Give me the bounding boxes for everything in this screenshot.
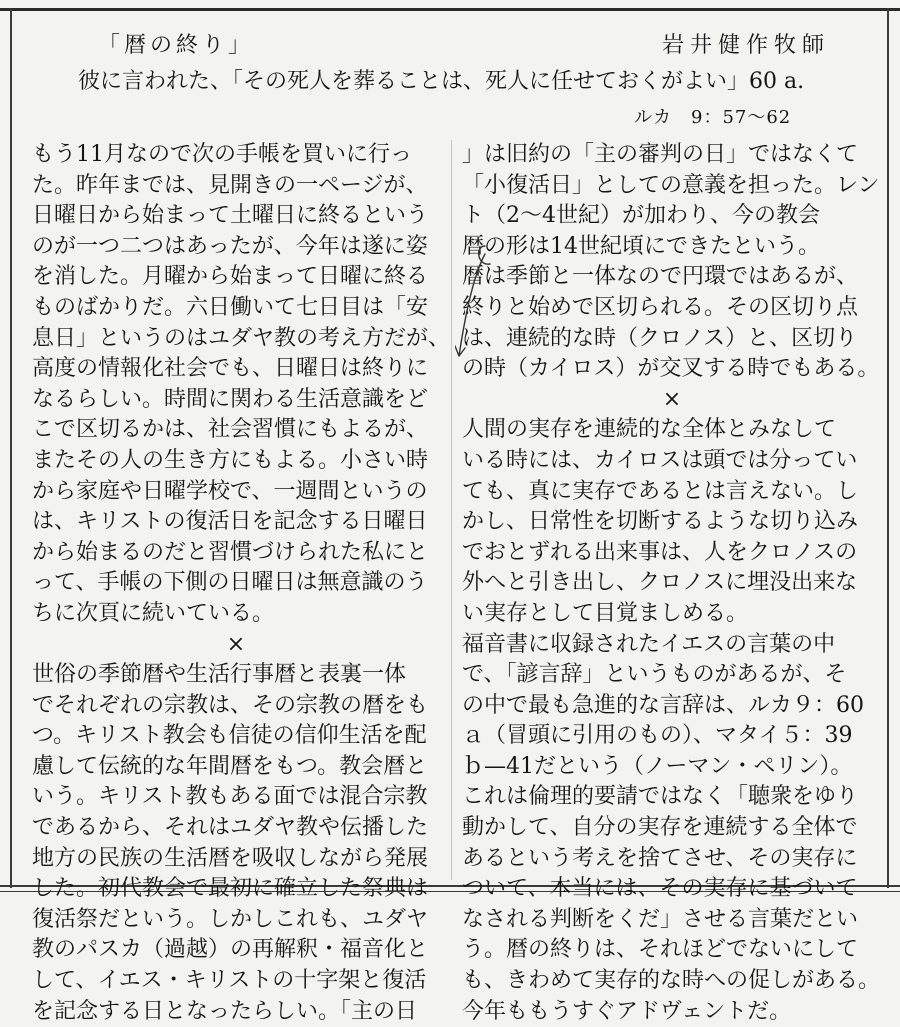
right-column-line: あるという考えを捨てさせ、その実存に — [462, 845, 858, 871]
left-column-line: こで区切るかは、社会習慣にもよるが、 — [32, 417, 429, 443]
left-column-line: つ。キリスト教会も信徒の信仰生活を配 — [32, 723, 427, 749]
right-rule — [887, 8, 889, 888]
left-column-line: 日曜日から始まって土曜日に終るという — [32, 203, 429, 229]
right-column-line: これは倫理的要請ではなく「聴衆をゆり — [462, 784, 859, 810]
left-rule — [10, 8, 12, 888]
left-column-line: 復活祭だという。しかしこれも、ユダヤ — [32, 906, 429, 932]
left-column-line: た。昨年までは、見開きの一ページが、 — [32, 172, 428, 198]
left-column — [32, 140, 451, 1027]
right-column-line: 今年ももうすぐアドヴェントだ。 — [462, 998, 792, 1024]
right-column-line: ａ（冒頭に引用のもの）、マタイ５：39 — [462, 723, 853, 749]
right-column-line: の中で最も急進的な言辞は、ルカ９：60 — [462, 692, 864, 718]
left-column-line: から家庭や日曜学校で、一週間というの — [32, 478, 428, 504]
right-column-line: で、「諺言辞」というものがあるが、そ — [462, 662, 847, 688]
right-column-line: い実存として目覚ましめる。 — [462, 600, 749, 626]
right-column-line: いる時には、カイロスは頭では分ってい — [462, 447, 858, 473]
left-column-line: 高度の情報化社会でも、日曜日は終りに — [32, 356, 429, 382]
right-column-line: ついて、本当には、その実存に基づいて — [462, 876, 858, 902]
right-column-line: う。暦の終りは、それほどでないにして — [462, 937, 859, 963]
left-column-line: 地方の民族の生活暦を吸収しながら発展 — [32, 845, 429, 871]
right-column-line: 動かして、自分の実存を連続する全体で — [462, 815, 858, 841]
article-title: 「暦の終り」 — [98, 33, 255, 58]
left-column-line: から始まるのだと習慣づけられた私にと — [32, 539, 429, 565]
right-column-line: 暦は季節と一体なので円環ではあるが、 — [462, 264, 859, 290]
left-column-line: ものばかりだ。六日働いて七日目は「安 — [32, 294, 429, 320]
right-column-line: 終りと始めで区切られる。その区切り点 — [462, 294, 859, 320]
left-column-line: 世俗の季節暦や生活行事暦と表裏一体 — [32, 662, 407, 688]
left-column-line: でそれぞれの宗教は、その宗教の暦をも — [32, 692, 429, 718]
left-column-line: って、手帳の下側の日曜日は無意識のう — [32, 570, 428, 596]
left-column-line: のが一つ二つはあったが、今年は遂に姿 — [32, 233, 428, 259]
right-column-line: かし、日常性を切断するような切り込み — [462, 509, 859, 535]
right-column-line: でおとずれる出来事は、人をクロノスの — [462, 539, 858, 565]
left-column-line: 息日」というのはユダヤ教の考え方だが、 — [32, 325, 451, 351]
left-column-line: を記念する日となったらしい。「主の日 — [32, 998, 418, 1024]
left-column-line: した。初代教会で最初に確立した祭典は — [32, 876, 429, 902]
left-column-line: 慮して伝統的な年間暦をもつ。教会暦と — [32, 753, 428, 779]
right-column-line: 外へと引き出し、クロノスに埋没出来な — [462, 570, 858, 596]
right-column-line: は、連続的な時（クロノス）と、区切り — [462, 325, 858, 351]
left-column-line: 教のパスカ（過越）の再解釈・福音化と — [32, 937, 429, 963]
article-author: 岩井健作牧師 — [662, 33, 831, 58]
left-column-line: なるらしい。時間に関わる生活意識をど — [32, 386, 429, 412]
left-column-line: いう。キリスト教もある面では混合宗教 — [32, 784, 428, 810]
right-column-line: × — [662, 386, 682, 412]
left-column-line: またその人の生き方にもよる。小さい時 — [32, 447, 429, 473]
right-column-line: ｂ—41だという（ノーマン・ペリン）。 — [462, 753, 853, 779]
handwritten-pen-mark — [455, 236, 525, 366]
top-rule — [0, 8, 900, 11]
column-divider — [451, 140, 452, 880]
right-column-line: ト（2〜4世紀）が加わり、今の教会 — [462, 203, 820, 229]
left-column-line: は、キリストの復活日を記念する日曜日 — [32, 509, 428, 535]
right-column-line: ても、真に実存であるとは言えない。し — [462, 478, 859, 504]
epigraph-reference: ルカ 9：57〜62 — [634, 107, 792, 128]
left-column-line: ちに次頁に続いている。 — [32, 600, 275, 626]
right-column-line: の時（カイロス）が交叉する時でもある。 — [462, 356, 880, 382]
right-column — [462, 140, 882, 1027]
left-column-line: であるから、それはユダヤ教や伝播した — [32, 815, 429, 841]
right-column-line: 人間の実存を連続的な全体とみなして — [462, 417, 837, 443]
left-column-line: × — [226, 631, 246, 657]
right-column-line: 「小復活日」としての意義を担った。レン — [462, 172, 880, 198]
left-column-line: して、イエス・キリストの十字架と復活 — [32, 968, 427, 994]
epigraph-quote: 彼に言われた、「その死人を葬ることは、死人に任せておくがよい」60 a. — [78, 69, 805, 94]
right-column-line: 福音書に収録されたイエスの言葉の中 — [462, 631, 836, 657]
left-column-line: もう11月なので次の手帳を買いに行っ — [32, 142, 412, 167]
right-column-line: も、きわめて実存的な時への促しがある。 — [462, 968, 881, 994]
right-column-line: 暦の形は14世紀頃にできたという。 — [462, 233, 820, 259]
right-column-line: なされる判断をくだ」させる言葉だとい — [462, 906, 859, 932]
right-column-line: 」は旧約の「主の審判の日」ではなくて — [462, 142, 859, 167]
left-column-line: を消した。月曜から始まって日曜に終る — [32, 264, 429, 290]
